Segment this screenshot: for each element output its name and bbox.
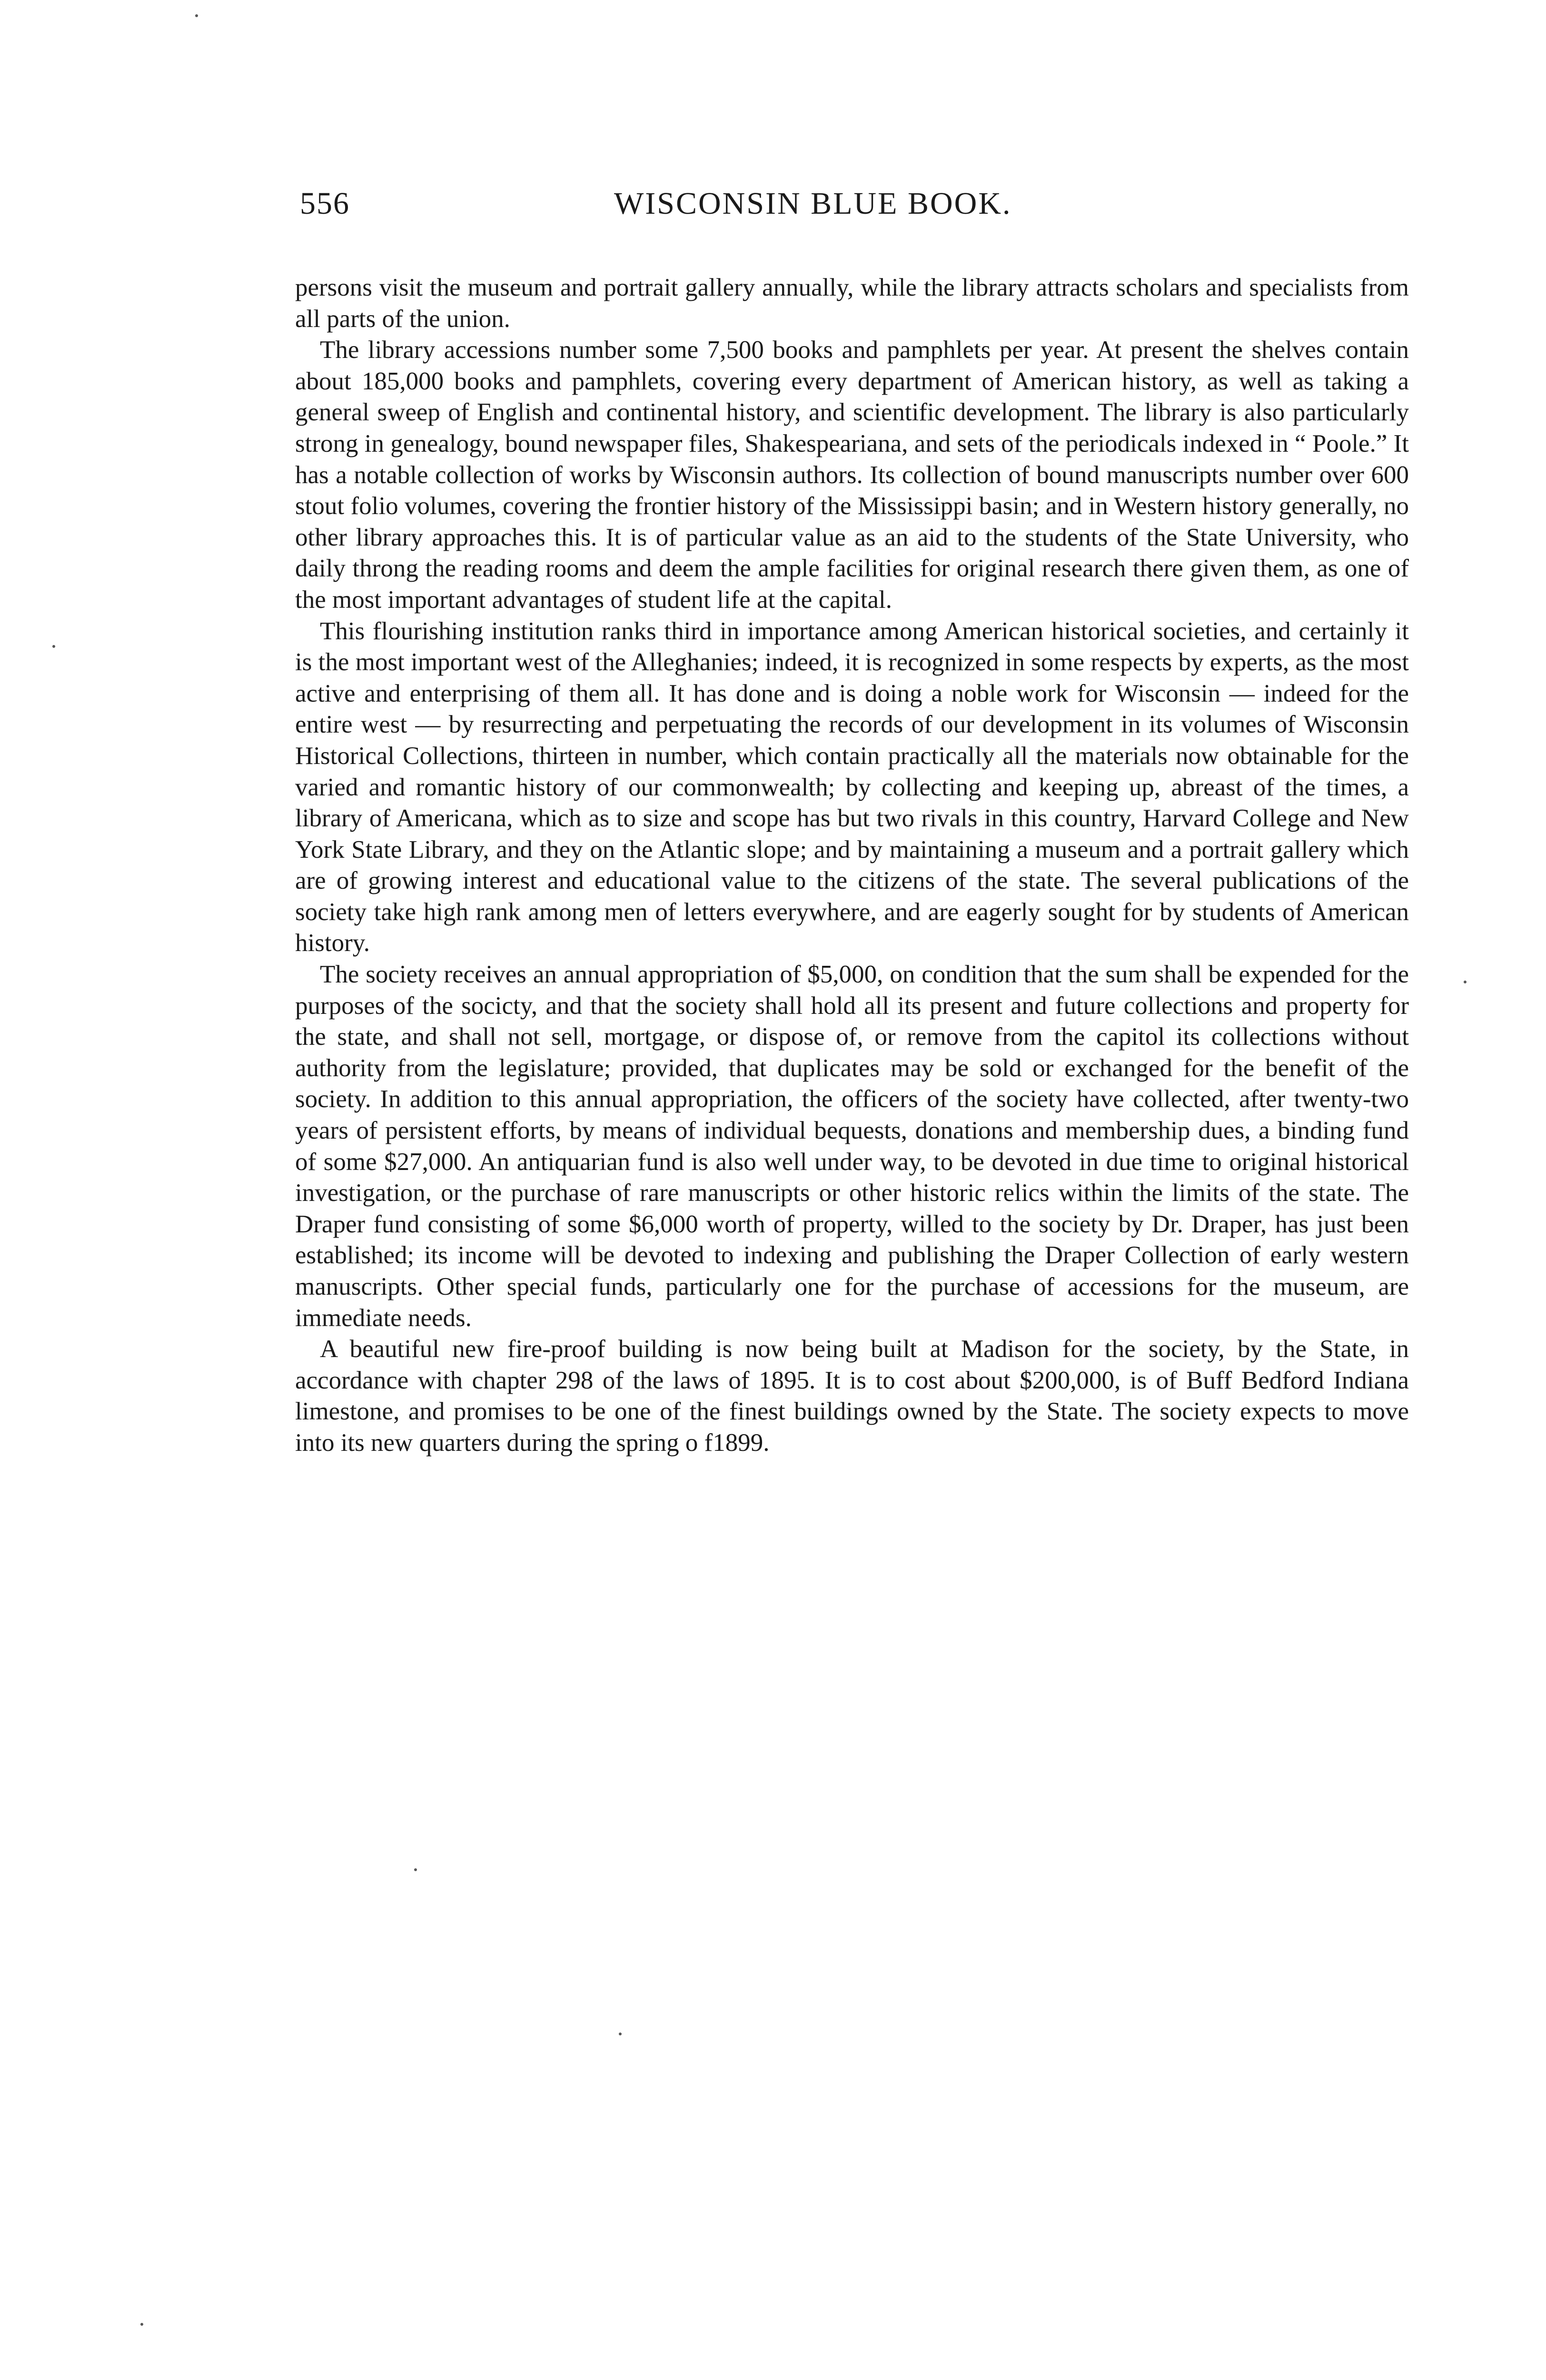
- scan-speck: [140, 2323, 143, 2326]
- page-number: 556: [300, 186, 350, 221]
- paragraph-2: The library accessions number some 7,500 books and pamphlets per year. At present the shelves contain about 185,000 books and pamphlets, covering every department of American history, as well as taking a general sweep of English and continental history, and scientific development. The library is also particularly strong in genealogy, bound newspaper files, Shakespeariana, and sets of the periodicals indexed in “ Poole.” It has a notable collection of works by Wisconsin authors. Its collection of bound manuscripts number over 600 stout folio volumes, covering the frontier history of the Mississippi basin; and in Western history generally, no other library approaches this. It is of particular value as an aid to the students of the State University, who daily throng the reading rooms and deem the ample facilities for original research there given them, as one of the most important advantages of student life at the capital.: [295, 336, 1409, 614]
- running-head: WISCONSIN BLUE BOOK.: [614, 186, 1012, 221]
- page-header: [300, 186, 1404, 233]
- paragraph-4: The society receives an annual appropriation of $5,000, on condition that the sum shall be expended for the purposes of the socicty, and that the society shall hold all its present and future collections and property for the state, and shall not sell, mortgage, or dispose of, or remove from the capitol its collections without authority from the legislature; provided, that duplicates may be sold or exchanged for the benefit of the society. In addition to this annual appropriation, the officers of the society have collected, after twenty-two years of persistent efforts, by means of individual bequests, donations and membership dues, a binding fund of some $27,000. An antiquarian fund is also well under way, to be devoted in due time to original historical investigation, or the purchase of rare manuscripts or other historic relics within the limits of the state. The Draper fund consisting of some $6,000 worth of property, willed to the society by Dr. Draper, has just been established; its income will be devoted to indexing and publishing the Draper Collection of early western manuscripts. Other special funds, particularly one for the purchase of accessions for the museum, are immediate needs.: [295, 961, 1409, 1332]
- paragraph-3: This flourishing institution ranks third in importance among American historical societies, and certainly it is the most important west of the Alleghanies; indeed, it is recognized in some respects by experts, as the most active and enterprising of them all. It has done and is doing a noble work for Wisconsin — indeed for the entire west — by resurrecting and perpetuating the records of our development in its volumes of Wisconsin Historical Collections, thirteen in number, which contain practically all the materials now obtainable for the varied and romantic history of our commonwealth; by collecting and keeping up, abreast of the times, a library of Americana, which as to size and scope has but two rivals in this country, Harvard College and New York State Library, and they on the Atlantic slope; and by maintaining a museum and a portrait gallery which are of growing interest and educational value to the citizens of the state. The several publications of the society take high rank among men of letters everywhere, and are eagerly sought for by students of American history.: [295, 617, 1409, 957]
- paragraph-1: persons visit the museum and portrait gallery annually, while the library attracts scholars and specialists from all parts of the union.: [295, 274, 1409, 333]
- scan-speck: [52, 645, 55, 648]
- scan-speck: [1464, 981, 1467, 983]
- paragraph-5: A beautiful new fire-proof building is now being built at Madison for the society, by the State, in accordance with chapter 298 of the laws of 1895. It is to cost about $200,000, is of Buff Bedford Indiana limestone, and promises to be one of the finest buildings owned by the State. The society expects to move into its new quarters during the spring o f1899.: [295, 1335, 1409, 1457]
- scan-speck: [195, 14, 198, 17]
- body-text: [295, 272, 1409, 1459]
- scan-speck: [414, 1868, 417, 1871]
- scan-speck: [619, 2033, 622, 2035]
